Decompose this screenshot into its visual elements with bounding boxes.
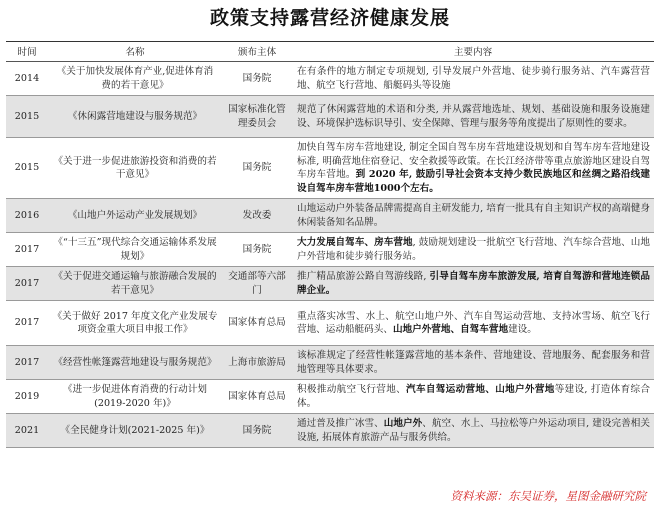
cell-name: 《山地户外运动产业发展规划》 <box>48 199 222 233</box>
cell-year: 2021 <box>6 414 48 448</box>
cell-name: 《关于加快发展体育产业,促进体育消费的若干意见》 <box>48 62 222 96</box>
content-text: 在有条件的地方制定专项规划, 引导发展户外营地、徒步骑行服务站、汽车露营营地、航空飞行营地、船艇码头等设施 <box>297 66 650 91</box>
table-header-row <box>6 44 654 62</box>
content-emphasis: 引导自驾车房车旅游发展, 培育自驾游和营地连锁品牌企业。 <box>297 271 650 296</box>
content-text: 该标准规定了经营性帐篷露营地的基本条件、营地建设、营地服务、配套服务和营地管理等具体要求。 <box>297 350 650 375</box>
table-row <box>6 233 654 267</box>
cell-issuer: 国家体育总局 <box>222 380 292 414</box>
cell-content <box>292 138 654 199</box>
header-year: 时间 <box>6 44 48 62</box>
cell-year: 2017 <box>6 346 48 380</box>
policy-table <box>6 44 654 448</box>
cell-name: 《休闲露营地建设与服务规范》 <box>48 96 222 138</box>
cell-issuer: 国务院 <box>222 62 292 96</box>
cell-name: 《进一步促进体育消费的行动计划(2019-2020 年)》 <box>48 380 222 414</box>
content-emphasis: 汽车自驾运动营地、山地户外营地 <box>406 384 555 395</box>
cell-issuer: 国家体育总局 <box>222 301 292 346</box>
content-text: 重点落实冰雪、水上、航空山地户外、汽车自驾运动营地、支持冰雪场、航空飞行营地、运动船艇码头、 <box>297 310 650 335</box>
content-emphasis: 到 2020 年, 鼓励引导社会资本支持少数民族地区和丝绸之路沿线建设自驾车房车营地1000个左右。 <box>297 169 651 194</box>
header-name: 名称 <box>48 44 222 62</box>
table-row <box>6 138 654 199</box>
cell-issuer: 发改委 <box>222 199 292 233</box>
cell-issuer: 国务院 <box>222 414 292 448</box>
cell-issuer: 交通部等六部门 <box>222 267 292 301</box>
cell-content <box>292 96 654 138</box>
cell-year: 2015 <box>6 96 48 138</box>
table-row <box>6 414 654 448</box>
source-note: 资料来源：东吴证券，星图金融研究院 <box>450 489 646 503</box>
cell-content <box>292 301 654 346</box>
cell-content <box>292 62 654 96</box>
table-row <box>6 380 654 414</box>
content-text: 、航空、水上、马拉松等户外运动项目, 建设完善相关设施, 拓展体育旅游产品与服务供给。 <box>297 418 651 443</box>
content-text: 建设。 <box>508 324 537 335</box>
content-text: 推广精品旅游公路自驾游线路, <box>297 271 430 282</box>
cell-issuer: 上海市旅游局 <box>222 346 292 380</box>
cell-content <box>292 346 654 380</box>
cell-year: 2017 <box>6 301 48 346</box>
cell-issuer: 国家标准化管理委员会 <box>222 96 292 138</box>
table-row <box>6 96 654 138</box>
table-row <box>6 346 654 380</box>
table-row <box>6 199 654 233</box>
content-text: 规范了休闲露营地的术语和分类, 并从露营地选址、规划、基础设施和服务设施建设、环境保护选标识导引、安全保障、管理与服务等角度提出了原则性的要求。 <box>297 104 650 129</box>
content-text: 山地运动户外装备品牌需提高自主研发能力, 培育一批具有自主知识产权的高端健身休闲装备知名品牌。 <box>297 203 650 228</box>
table-row <box>6 267 654 301</box>
table-row <box>6 301 654 346</box>
content-emphasis: 山地户外营地、自驾车营地 <box>392 324 509 335</box>
header-issuer: 颁布主体 <box>222 44 292 62</box>
content-text: , 鼓励规划建设一批航空飞行营地、汽车综合营地、山地户外营地和徒步骑行服务站。 <box>297 237 650 262</box>
cell-name: 《关于做好 2017 年度文化产业发展专项资金重大项目申报工作》 <box>48 301 222 346</box>
table-top-rule <box>6 41 654 42</box>
cell-name: 《关于促进交通运输与旅游融合发展的若干意见》 <box>48 267 222 301</box>
cell-name: 《“十三五”现代综合交通运输体系发展规划》 <box>48 233 222 267</box>
cell-content <box>292 380 654 414</box>
content-text: 加快自驾车房车营地建设, 制定全国自驾车房车营地建设规划和自驾车房车营地建设标准, 明确营地住宿登记、安全救援等政策。在长江经济带等重点旅游地区建设自驾车房车营地。 <box>297 142 650 180</box>
cell-issuer: 国务院 <box>222 233 292 267</box>
content-emphasis: 山地户外 <box>383 418 423 429</box>
cell-year: 2017 <box>6 233 48 267</box>
cell-year: 2017 <box>6 267 48 301</box>
table-row <box>6 62 654 96</box>
table-body <box>6 62 654 448</box>
header-content: 主要内容 <box>292 44 654 62</box>
cell-year: 2015 <box>6 138 48 199</box>
cell-content <box>292 414 654 448</box>
cell-content <box>292 267 654 301</box>
content-emphasis: 大力发展自驾车、房车营地 <box>297 237 413 248</box>
cell-name: 《经营性帐篷露营地建设与服务规范》 <box>48 346 222 380</box>
cell-year: 2014 <box>6 62 48 96</box>
cell-year: 2016 <box>6 199 48 233</box>
cell-name: 《全民健身计划(2021-2025 年)》 <box>48 414 222 448</box>
content-text: 积极推动航空飞行营地、 <box>297 384 407 395</box>
content-text: 等建设, 打造体育综合体。 <box>297 384 651 409</box>
content-text: 通过普及推广冰雪、 <box>297 418 384 429</box>
cell-year: 2019 <box>6 380 48 414</box>
cell-issuer: 国务院 <box>222 138 292 199</box>
cell-content <box>292 199 654 233</box>
cell-content <box>292 233 654 267</box>
page-title: 政策支持露营经济健康发展 <box>209 7 450 29</box>
cell-name: 《关于进一步促进旅游投资和消费的若干意见》 <box>48 138 222 199</box>
